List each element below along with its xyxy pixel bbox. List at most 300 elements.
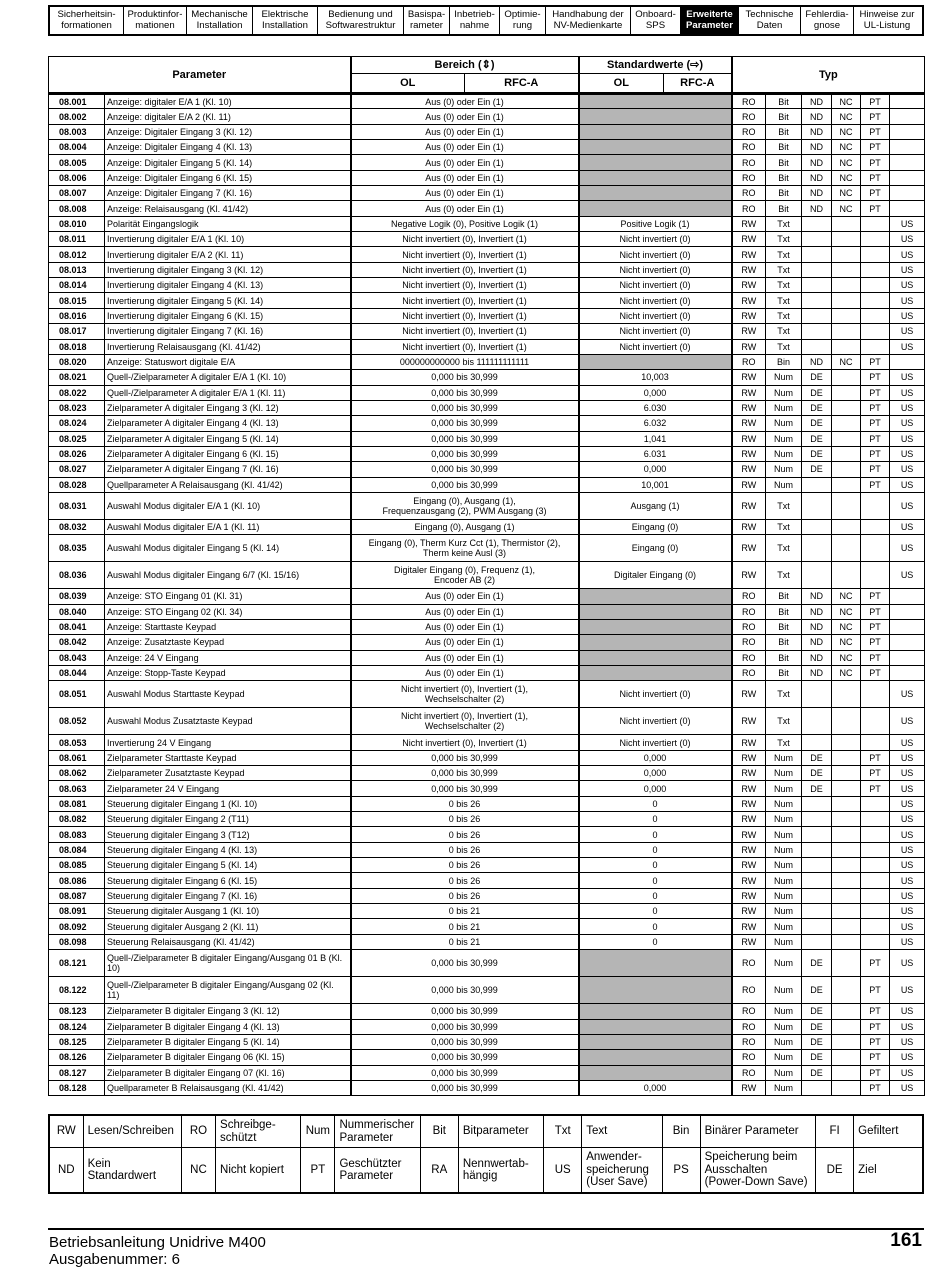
default-value: 0,000 — [579, 781, 732, 796]
default-value: Nicht invertiert (0) — [579, 278, 732, 293]
type-flag — [832, 766, 861, 781]
parameter-number: 08.021 — [49, 370, 105, 385]
parameter-description: Steuerung digitaler Eingang 5 (Kl. 14) — [105, 858, 351, 873]
type-flag — [832, 812, 861, 827]
table-row — [49, 247, 925, 262]
type-flag: Num — [766, 370, 802, 385]
legend-meaning: Nicht kopiert — [216, 1148, 301, 1193]
legend-abbreviation: Bit — [420, 1115, 458, 1148]
type-flag — [832, 934, 861, 949]
type-flag: PT — [861, 1019, 890, 1034]
parameter-description: Anzeige: STO Eingang 02 (Kl. 34) — [105, 604, 351, 619]
type-flag — [832, 1034, 861, 1049]
parameter-range: 0,000 bis 30,999 — [351, 1080, 579, 1095]
type-flag: PT — [861, 370, 890, 385]
type-flag: NC — [832, 619, 861, 634]
type-flag — [802, 216, 832, 231]
table-row — [49, 781, 925, 796]
type-flag: US — [890, 535, 925, 562]
parameter-number: 08.035 — [49, 535, 105, 562]
type-flag: US — [890, 781, 925, 796]
parameter-description: Steuerung digitaler Eingang 1 (Kl. 10) — [105, 796, 351, 811]
type-flag: NC — [832, 186, 861, 201]
type-flag — [890, 170, 925, 185]
type-flag: ND — [802, 109, 832, 124]
type-flag — [890, 155, 925, 170]
type-flag — [832, 919, 861, 934]
parameter-description: Invertierung digitaler E/A 1 (Kl. 10) — [105, 232, 351, 247]
type-flag: ND — [802, 155, 832, 170]
type-flag — [861, 827, 890, 842]
type-flag: US — [890, 562, 925, 589]
parameter-number: 08.039 — [49, 589, 105, 604]
type-flag — [832, 562, 861, 589]
table-row — [49, 888, 925, 903]
parameter-number: 08.005 — [49, 155, 105, 170]
type-flag: NC — [832, 170, 861, 185]
type-flag — [861, 858, 890, 873]
type-flag: PT — [861, 619, 890, 634]
type-flag: US — [890, 324, 925, 339]
table-row — [49, 201, 925, 216]
type-flag — [802, 308, 832, 323]
type-flag: PT — [861, 666, 890, 681]
table-row — [49, 766, 925, 781]
parameter-number: 08.053 — [49, 735, 105, 750]
type-flag: RW — [732, 919, 766, 934]
table-row — [49, 416, 925, 431]
table-row — [49, 750, 925, 765]
nav-tab[interactable]: Mechanische Installation — [187, 7, 253, 34]
type-flag: RO — [732, 109, 766, 124]
type-flag: RW — [732, 1080, 766, 1095]
type-flag — [890, 666, 925, 681]
parameter-description: Zielparameter Starttaste Keypad — [105, 750, 351, 765]
type-flag: RW — [732, 796, 766, 811]
type-flag — [802, 247, 832, 262]
type-flag — [832, 735, 861, 750]
parameter-number: 08.007 — [49, 186, 105, 201]
nav-tab[interactable]: Elektrische Installation — [253, 7, 318, 34]
type-flag: RW — [732, 400, 766, 415]
type-flag — [802, 904, 832, 919]
table-row — [49, 492, 925, 519]
nav-tab[interactable]: Bedienung und Softwarestruktur — [318, 7, 404, 34]
parameter-number: 08.023 — [49, 400, 105, 415]
footer-rule — [48, 1228, 924, 1230]
type-flag: US — [890, 750, 925, 765]
default-value: 6.032 — [579, 416, 732, 431]
parameter-range: 0,000 bis 30,999 — [351, 781, 579, 796]
nav-tab[interactable]: Handhabung der NV-Medienkarte — [546, 7, 631, 34]
parameter-description: Anzeige: STO Eingang 01 (Kl. 31) — [105, 589, 351, 604]
parameter-description: Zielparameter B digitaler Eingang 4 (Kl. 13) — [105, 1019, 351, 1034]
table-row — [49, 619, 925, 634]
type-flag — [832, 492, 861, 519]
type-flag: PT — [861, 1034, 890, 1049]
nav-tab[interactable]: Erweiterte Parameter — [681, 7, 739, 34]
type-flag: Num — [766, 977, 802, 1004]
parameter-number: 08.010 — [49, 216, 105, 231]
parameter-range: Digitaler Eingang (0), Frequenz (1), Encoder AB (2) — [351, 562, 579, 589]
legend-meaning: Binärer Parameter — [700, 1115, 815, 1148]
parameter-range: Aus (0) oder Ein (1) — [351, 170, 579, 185]
parameter-range: 0,000 bis 30,999 — [351, 416, 579, 431]
header-bereich-rfca: RFC-A — [465, 74, 579, 94]
type-flag: RO — [732, 201, 766, 216]
default-value-empty — [579, 186, 732, 201]
table-row — [49, 589, 925, 604]
type-flag — [890, 354, 925, 369]
parameter-range: 0,000 bis 30,999 — [351, 750, 579, 765]
type-flag: RW — [732, 416, 766, 431]
type-flag: US — [890, 812, 925, 827]
type-flag: RO — [732, 124, 766, 139]
legend-abbreviation: DE — [816, 1148, 854, 1193]
parameter-description: Zielparameter B digitaler Eingang 3 (Kl. 12) — [105, 1004, 351, 1019]
parameter-number: 08.081 — [49, 796, 105, 811]
table-row — [49, 1080, 925, 1095]
type-flag: RO — [732, 619, 766, 634]
header-standard-rfca: RFC-A — [664, 74, 732, 94]
type-flag — [861, 324, 890, 339]
type-flag: US — [890, 278, 925, 293]
footer-issue: Ausgabenummer: 6 — [49, 1251, 180, 1268]
default-value-empty — [579, 354, 732, 369]
parameter-number: 08.123 — [49, 1004, 105, 1019]
nav-tab[interactable]: Onboard- SPS — [631, 7, 681, 34]
legend-abbreviation: RA — [420, 1148, 458, 1193]
table-row — [49, 262, 925, 277]
parameter-description: Zielparameter B digitaler Eingang 07 (Kl. 16) — [105, 1065, 351, 1080]
parameter-description: Invertierung digitaler Eingang 6 (Kl. 15) — [105, 308, 351, 323]
parameter-range: Eingang (0), Ausgang (1) — [351, 519, 579, 534]
parameter-number: 08.042 — [49, 635, 105, 650]
legend-meaning: Speicherung beim Ausschalten (Power-Down Save) — [700, 1148, 815, 1193]
type-flag: Bit — [766, 94, 802, 109]
parameter-number: 08.086 — [49, 873, 105, 888]
type-flag — [832, 904, 861, 919]
type-flag: Bit — [766, 201, 802, 216]
type-flag — [832, 324, 861, 339]
table-row — [49, 462, 925, 477]
type-flag: Num — [766, 950, 802, 977]
default-value-empty — [579, 1050, 732, 1065]
type-flag: US — [890, 370, 925, 385]
type-flag: RO — [732, 186, 766, 201]
nav-tab[interactable]: Basispa- rameter — [404, 7, 450, 34]
parameter-description: Anzeige: Digitaler Eingang 3 (Kl. 12) — [105, 124, 351, 139]
type-flag: RW — [732, 934, 766, 949]
parameter-range: Nicht invertiert (0), Invertiert (1) — [351, 278, 579, 293]
type-flag: DE — [802, 431, 832, 446]
type-flag: ND — [802, 666, 832, 681]
default-value-empty — [579, 604, 732, 619]
parameter-range: 0,000 bis 30,999 — [351, 766, 579, 781]
parameter-description: Auswahl Modus Starttaste Keypad — [105, 681, 351, 708]
type-flag: RO — [732, 604, 766, 619]
parameter-range: Negative Logik (0), Positive Logik (1) — [351, 216, 579, 231]
type-flag: Num — [766, 1080, 802, 1095]
type-flag: RW — [732, 766, 766, 781]
type-flag: US — [890, 708, 925, 735]
footer-title: Betriebsanleitung Unidrive M400 — [49, 1234, 266, 1251]
type-flag: ND — [802, 604, 832, 619]
parameter-number: 08.031 — [49, 492, 105, 519]
type-flag — [861, 339, 890, 354]
nav-tab[interactable]: Technische Daten — [739, 7, 801, 34]
type-flag — [861, 262, 890, 277]
type-flag: Bit — [766, 170, 802, 185]
header-bereich: Bereich (⇕) — [351, 57, 579, 74]
parameter-range: Nicht invertiert (0), Invertiert (1) — [351, 262, 579, 277]
header-parameter: Parameter — [49, 57, 351, 94]
table-row — [49, 1019, 925, 1034]
type-flag: Num — [766, 858, 802, 873]
table-row — [49, 155, 925, 170]
parameter-range: 0,000 bis 30,999 — [351, 431, 579, 446]
default-value: 1,041 — [579, 431, 732, 446]
parameter-range: 0,000 bis 30,999 — [351, 477, 579, 492]
type-flag: US — [890, 462, 925, 477]
type-flag: DE — [802, 977, 832, 1004]
default-value-empty — [579, 109, 732, 124]
parameter-description: Zielparameter A digitaler Eingang 4 (Kl. 13) — [105, 416, 351, 431]
parameter-description: Zielparameter A digitaler Eingang 6 (Kl. 15) — [105, 446, 351, 461]
parameter-range: Aus (0) oder Ein (1) — [351, 604, 579, 619]
type-flag: US — [890, 400, 925, 415]
type-flag: PT — [861, 400, 890, 415]
type-flag — [802, 324, 832, 339]
type-flag — [832, 339, 861, 354]
type-flag: Num — [766, 385, 802, 400]
parameter-description: Auswahl Modus digitaler E/A 1 (Kl. 10) — [105, 492, 351, 519]
type-flag: US — [890, 492, 925, 519]
default-value: Positive Logik (1) — [579, 216, 732, 231]
type-flag — [832, 781, 861, 796]
default-value-empty — [579, 170, 732, 185]
type-flag: US — [890, 888, 925, 903]
parameter-number: 08.124 — [49, 1019, 105, 1034]
type-flag — [890, 650, 925, 665]
parameter-description: Auswahl Modus digitaler Eingang 6/7 (Kl. 15/16) — [105, 562, 351, 589]
type-flag — [861, 293, 890, 308]
parameter-number: 08.001 — [49, 94, 105, 109]
type-flag: RW — [732, 324, 766, 339]
type-flag: US — [890, 977, 925, 1004]
type-flag — [861, 216, 890, 231]
parameter-number: 08.063 — [49, 781, 105, 796]
parameter-description: Steuerung digitaler Eingang 6 (Kl. 15) — [105, 873, 351, 888]
type-flag — [832, 431, 861, 446]
type-flag — [832, 1065, 861, 1080]
type-flag: PT — [861, 950, 890, 977]
type-flag — [802, 919, 832, 934]
type-flag: PT — [861, 431, 890, 446]
parameter-description: Zielparameter A digitaler Eingang 5 (Kl. 14) — [105, 431, 351, 446]
nav-tab[interactable]: Sicherheitsin- formationen — [50, 7, 124, 34]
default-value: 10,003 — [579, 370, 732, 385]
table-row — [49, 1050, 925, 1065]
legend-abbreviation: PS — [662, 1148, 700, 1193]
parameter-description: Auswahl Modus Zusatztaste Keypad — [105, 708, 351, 735]
type-flag — [832, 385, 861, 400]
default-value-empty — [579, 140, 732, 155]
default-value: 6.031 — [579, 446, 732, 461]
type-flag — [890, 589, 925, 604]
nav-tab[interactable]: Hinweise zur UL-Listung — [859, 9, 915, 31]
type-flag — [802, 888, 832, 903]
legend-abbreviation: FI — [816, 1115, 854, 1148]
parameter-description: Quell-/Zielparameter A digitaler E/A 1 (Kl. 11) — [105, 385, 351, 400]
parameter-range: Aus (0) oder Ein (1) — [351, 109, 579, 124]
parameter-description: Anzeige: Zusatztaste Keypad — [105, 635, 351, 650]
legend-abbreviation: RO — [181, 1115, 215, 1148]
table-row — [49, 124, 925, 139]
type-flag — [802, 492, 832, 519]
type-flag — [861, 796, 890, 811]
default-value-empty — [579, 94, 732, 109]
legend-meaning: Lesen/Schreiben — [83, 1115, 181, 1148]
parameter-description: Invertierung digitaler E/A 2 (Kl. 11) — [105, 247, 351, 262]
type-flag — [861, 247, 890, 262]
parameter-number: 08.043 — [49, 650, 105, 665]
default-value-empty — [579, 155, 732, 170]
parameter-description: Quellparameter B Relaisausgang (Kl. 41/42) — [105, 1080, 351, 1095]
type-flag: Bit — [766, 109, 802, 124]
table-row — [49, 232, 925, 247]
default-value: Ausgang (1) — [579, 492, 732, 519]
type-flag: Txt — [766, 735, 802, 750]
type-flag — [861, 735, 890, 750]
default-value: 0 — [579, 827, 732, 842]
parameter-description: Steuerung digitaler Eingang 2 (T11) — [105, 812, 351, 827]
type-flag — [861, 232, 890, 247]
type-flag: PT — [861, 1004, 890, 1019]
type-flag: Num — [766, 462, 802, 477]
type-flag: Bit — [766, 635, 802, 650]
header-standardwerte: Standardwerte (⇨) — [579, 57, 732, 74]
type-flag: Bin — [766, 354, 802, 369]
type-flag: Txt — [766, 247, 802, 262]
table-row — [49, 109, 925, 124]
type-flag: RW — [732, 519, 766, 534]
nav-tab[interactable]: Produktinfor- mationen — [124, 7, 187, 34]
table-row — [49, 339, 925, 354]
parameter-range: Aus (0) oder Ein (1) — [351, 155, 579, 170]
table-row — [49, 431, 925, 446]
parameter-range: 0 bis 26 — [351, 827, 579, 842]
type-flag: US — [890, 446, 925, 461]
type-flag — [802, 562, 832, 589]
parameter-description: Steuerung Relaisausgang (Kl. 41/42) — [105, 934, 351, 949]
parameter-description: Anzeige: Stopp-Taste Keypad — [105, 666, 351, 681]
type-flag: Num — [766, 400, 802, 415]
table-row — [49, 170, 925, 185]
default-value: 0,000 — [579, 766, 732, 781]
parameter-description: Invertierung Relaisausgang (Kl. 41/42) — [105, 339, 351, 354]
type-flag — [802, 477, 832, 492]
type-flag: DE — [802, 766, 832, 781]
default-value: Digitaler Eingang (0) — [579, 562, 732, 589]
type-flag: DE — [802, 1050, 832, 1065]
type-flag: Txt — [766, 339, 802, 354]
nav-tab[interactable]: Fehlerdia- gnose — [801, 7, 854, 34]
parameter-range: 0 bis 21 — [351, 904, 579, 919]
type-flag — [890, 140, 925, 155]
table-row — [49, 140, 925, 155]
parameter-number: 08.127 — [49, 1065, 105, 1080]
type-flag — [802, 232, 832, 247]
nav-tab[interactable]: Inbetrieb- nahme — [450, 7, 500, 34]
type-flag: RO — [732, 155, 766, 170]
type-flag: US — [890, 385, 925, 400]
type-flag: DE — [802, 416, 832, 431]
type-flag — [802, 519, 832, 534]
parameter-number: 08.026 — [49, 446, 105, 461]
table-row — [49, 650, 925, 665]
type-flag: RO — [732, 977, 766, 1004]
default-value: 0 — [579, 904, 732, 919]
type-flag: DE — [802, 1065, 832, 1080]
parameter-description: Anzeige: Statuswort digitale E/A — [105, 354, 351, 369]
parameter-number: 08.016 — [49, 308, 105, 323]
type-flag: Bit — [766, 140, 802, 155]
parameter-range: Nicht invertiert (0), Invertiert (1) — [351, 293, 579, 308]
type-flag: Num — [766, 431, 802, 446]
type-flag: PT — [861, 94, 890, 109]
table-row — [49, 827, 925, 842]
type-flag — [832, 950, 861, 977]
type-flag — [861, 519, 890, 534]
parameter-description: Anzeige: digitaler E/A 2 (Kl. 11) — [105, 109, 351, 124]
type-flag — [802, 262, 832, 277]
type-flag: PT — [861, 170, 890, 185]
nav-tab[interactable]: Optimie- rung — [500, 7, 546, 34]
type-flag — [802, 278, 832, 293]
type-flag: DE — [802, 950, 832, 977]
default-value-empty — [579, 124, 732, 139]
type-flag: Num — [766, 1065, 802, 1080]
type-flag — [832, 519, 861, 534]
default-value-empty — [579, 1004, 732, 1019]
parameter-range: 0 bis 26 — [351, 873, 579, 888]
type-flag: Bit — [766, 650, 802, 665]
default-value: Eingang (0) — [579, 519, 732, 534]
parameter-range: Aus (0) oder Ein (1) — [351, 186, 579, 201]
type-flag — [802, 735, 832, 750]
type-flag: Txt — [766, 278, 802, 293]
type-flag: RO — [732, 950, 766, 977]
table-row — [49, 842, 925, 857]
type-flag: RO — [732, 1034, 766, 1049]
parameter-range: Aus (0) oder Ein (1) — [351, 94, 579, 109]
parameter-number: 08.041 — [49, 619, 105, 634]
default-value: Nicht invertiert (0) — [579, 262, 732, 277]
type-flag: Bit — [766, 604, 802, 619]
type-flag — [802, 796, 832, 811]
type-flag: PT — [861, 1050, 890, 1065]
type-flag: Txt — [766, 492, 802, 519]
default-value: 0,000 — [579, 385, 732, 400]
legend-meaning: Schreibge- schützt — [216, 1115, 301, 1148]
type-flag: PT — [861, 977, 890, 1004]
type-flag — [832, 858, 861, 873]
default-value: 0 — [579, 888, 732, 903]
type-flag: RO — [732, 635, 766, 650]
type-flag: RO — [732, 589, 766, 604]
default-value: 0 — [579, 796, 732, 811]
